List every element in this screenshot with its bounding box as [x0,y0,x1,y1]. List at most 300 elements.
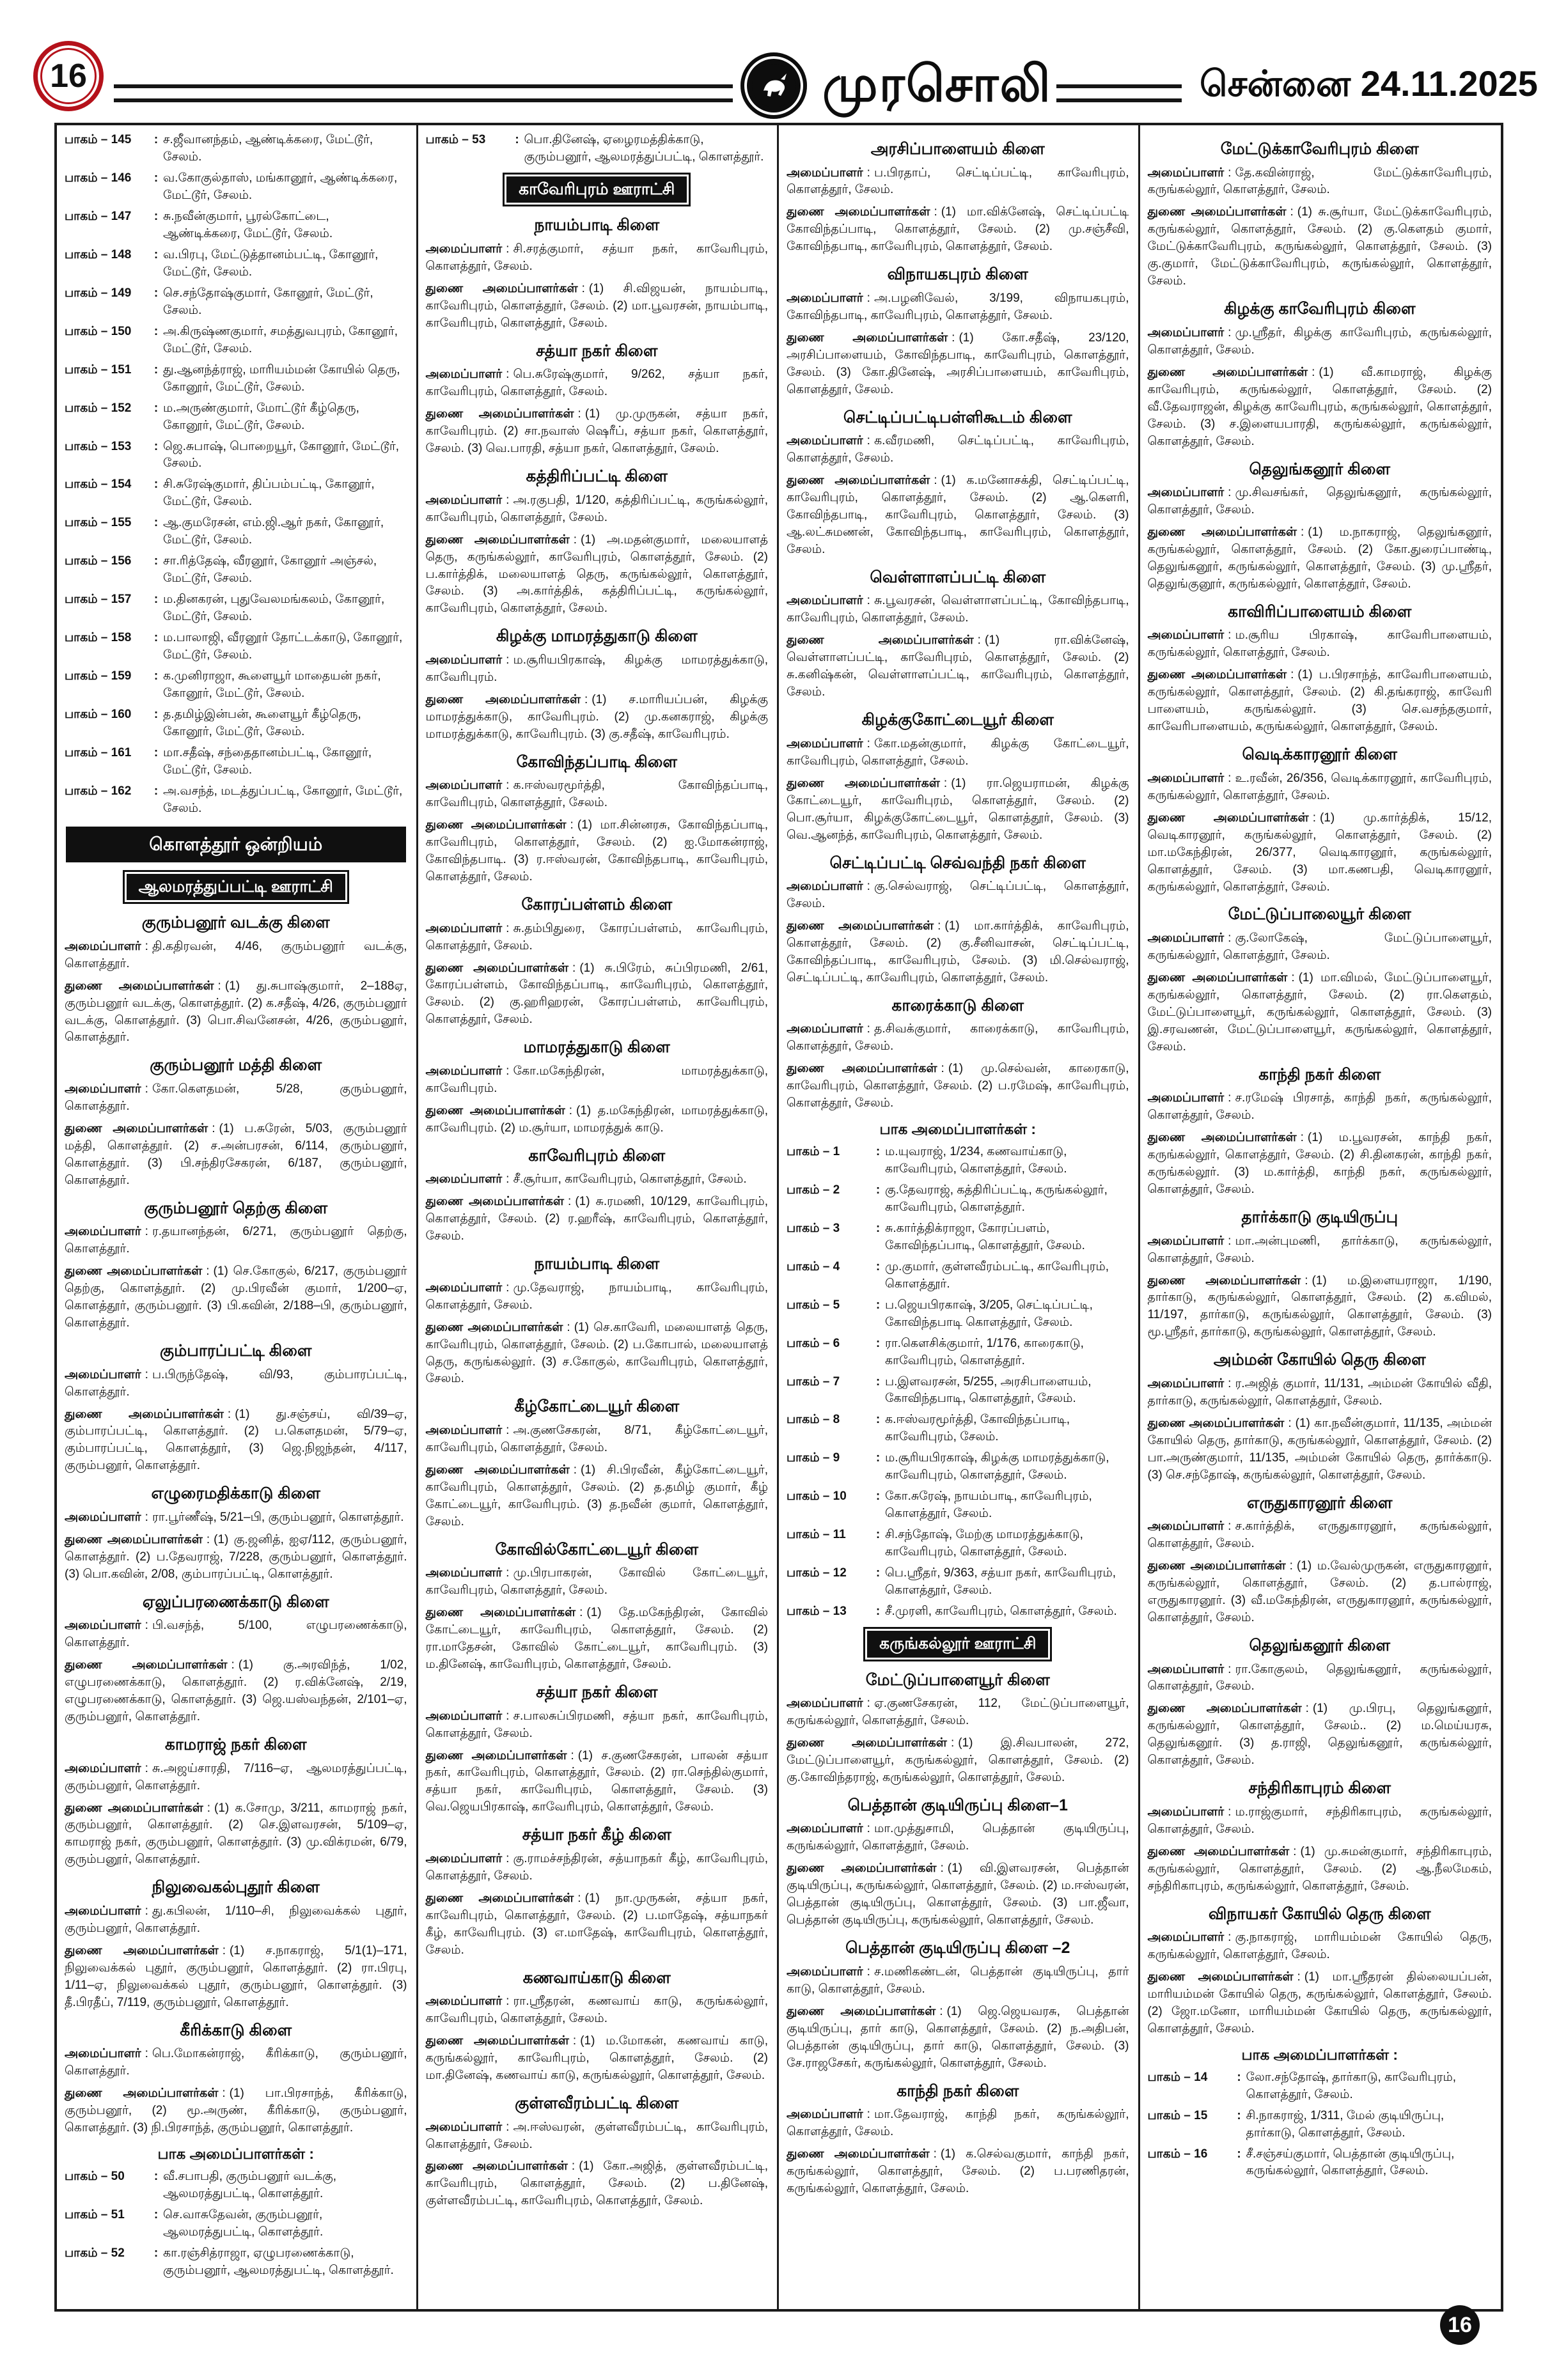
branch-header: காந்தி நகர் கிளை [1258,1065,1381,1084]
organizer-text: மா.முத்துசாமி, பெத்தான் குடியிருப்பு, கருங்கல்லூர், கொளத்தூர், சேலம். [787,1822,1129,1853]
label-colon: : [866,594,870,608]
label-colon: : [581,281,585,295]
organizer-label: அமைப்பாளர் [65,2047,141,2061]
pagam-colon: : [153,362,159,377]
organizer-text: மா.அன்புமணி, தார்க்காடு, கருங்கல்லூர், கொளத்தூர், சேலம். [1147,1234,1492,1265]
organizer-label: துணை அமைப்பாளர்கள் [65,1658,228,1672]
organizer-label: துணை அமைப்பாளர்கள் [1147,811,1309,825]
organizer-paragraph [426,652,769,687]
organizer-text: (1) து.சுபாஷ்குமார், 2–188ஏ, குரும்பனூர் வடக்கு, கொளத்தூர். (2) க.சதீஷ், 4/26, குரும்பனூர் வடக்கு, கொளத்தூர். (3) பொ.சிவனேசன், 4/26, குரும்பனூர், கொளத்தூர். [65,979,407,1045]
label-colon: : [145,1510,148,1524]
organizer-text: (1) வீ.காமராஜ், கிழக்கு காவேரிபுரம், கருங்கல்லூர், கொளத்தூர், சேலம். (2) வீ.தேவராஜன், கிழக்கு காவேரிபுரம், கருங்கல்லூர், கொளத்தூர், சேலம். (3) ச.இளையபாரதி, கருங்கல்லூர், கருங்கல்லூர், கொளத்தூர், சேலம். [1147,365,1492,448]
pagam-row [65,515,407,549]
organizer-paragraph [65,938,407,973]
label-colon: : [1228,166,1232,180]
label-colon: : [866,291,870,305]
pagam-row [65,553,407,587]
pagam-row [65,362,407,396]
pagam-colon: : [153,324,159,338]
organizer-label: அமைப்பாளர் [425,779,503,793]
organizer-text: (1) க.செல்வகுமார், காந்தி நகர், கருங்கல்லூர், கொளத்தூர், சேலம். (2) ப.பரணிதரன், கருங்கல்லூர், கொளத்தூர், சேலம். [787,2147,1129,2195]
organizer-paragraph [1148,810,1492,896]
organizer-paragraph [787,2146,1129,2198]
organizer-label: அமைப்பாளர் [1147,325,1225,339]
organizer-text: உ.ரவீன், 26/356, வெடிக்காரனூர், காவேரிபுரம், கருங்கல்லூர், கொளத்தூர், சேலம். [1147,771,1492,802]
section-subhead: பாக அமைப்பாளர்கள் : [1241,2046,1398,2063]
organizer-paragraph [787,1021,1129,1055]
organizer-paragraph [65,1943,407,2012]
organizer-text: தே.கவின்ராஜ், மேட்டுக்காவேரிபுரம், கருங்கல்லூர், கொளத்தூர், சேலம். [1147,166,1492,197]
organizer-label: துணை அமைப்பாளர்கள் [65,2087,219,2101]
pagam-text: வ.பிரபு, மேட்டுத்தானம்பட்டி, கோனூர், மேட்டூர், சேலம். [163,247,379,279]
label-colon: : [206,1532,210,1546]
panchayat-header-wrap [65,870,407,905]
pagam-colon: : [875,1259,881,1273]
organizer-label: அமைப்பாளர் [1147,166,1225,180]
organizer-text: (1) சு.பிரேம், சுப்பிரமணி, 2/61, கோரப்பள்ளம், கோவிந்தப்பாடி, காவேரிபுரம், கொளத்தூர், சேலம். (2) கு.ஹரிஹரன், கோரப்பள்ளம், காவேரிபுரம், கொளத்தூர், சேலம். [425,961,768,1027]
organizer-text: மு.தேவராஜ், நாயம்பாடி, காவேரிபுரம், கொளத்தூர், சேலம். [425,1280,768,1312]
organizer-label: துணை அமைப்பாளர்கள் [1147,1702,1302,1716]
organizer-label: அமைப்பாளர் [1147,1931,1225,1945]
organizer-paragraph [426,2158,769,2210]
label-colon: : [577,1891,581,1905]
pagam-text: சீ.சஞ்சய்குமார், பெத்தான் குடியிருப்பு, கருங்கல்லூர், கொளத்தூர், சேலம். [1246,2147,1455,2178]
label-colon: : [1305,1702,1309,1716]
panchayat-header: ஆலமரத்துப்பட்டி ஊராட்சி [123,870,349,905]
organizer-label: துணை அமைப்பாளர்கள் [787,919,934,933]
organizer-text: (1) இ.சிவபாலன், 272, மேட்டுப்பாளையூர், கருங்கல்லூர், கொளத்தூர், சேலம். (2) கு.கோவிந்தராஜ், கருங்கல்லூர், கொளத்தூர், சேலம். [787,1736,1129,1784]
pagam-row [787,1297,1129,1332]
pagam-text: ச.ஜீவானந்தம், ஆண்டிக்கரை, மேட்டூர், சேலம். [163,133,373,164]
branch-header: தெலுங்கனூர் கிளை [1249,1637,1391,1654]
pagam-text: ரா.கௌசிக்குமார், 1/176, காரைகாடு, காவேரிபுரம், கொளத்தூர். [885,1336,1084,1367]
pagam-text: செ.வாசுதேவன், குரும்பனூர், ஆலமரத்துபட்டி, கொளத்தூர். [163,2207,324,2239]
label-colon: : [206,1264,210,1279]
label-colon: : [1228,1376,1232,1390]
pagam-colon: : [153,2207,159,2221]
pagam-number: பாகம் – 153 [65,439,132,453]
pagam-text: பெ.ஸ்ரீதர், 9/363, சத்யா நகர், காவேரிபுரம், கொளத்தூர், சேலம். [885,1566,1116,1598]
organizer-label: அமைப்பாளர் [425,1851,503,1865]
organizer-paragraph [426,1565,769,1599]
label-colon: : [570,1748,574,1762]
organizer-text: ர.அஜித் குமார், 11/131, அம்மன் கோயில் வீதி, தார்காடு, கருங்கல்லூர், கொளத்தூர், சேலம். [1147,1376,1492,1408]
panchayat-header: கருங்கல்லூர் ஊராட்சி [863,1627,1052,1661]
organizer-paragraph [1148,1273,1492,1342]
label-colon: : [1228,1520,1232,1534]
pagam-text: வீ.சபாபதி, குரும்பனூர் வடக்கு, ஆலமரத்துபட்டி, கொளத்தூர். [163,2169,337,2200]
organizer-paragraph [426,1171,769,1188]
pagam-colon: : [153,209,159,223]
pagam-row [65,668,407,703]
label-colon: : [1300,1131,1304,1145]
organizer-label: அமைப்பாளர் [787,166,863,180]
organizer-paragraph [426,2119,769,2154]
pagam-colon: : [153,286,159,300]
organizer-paragraph [65,1081,407,1116]
organizer-label: அமைப்பாளர் [1147,1376,1225,1390]
organizer-paragraph [426,1194,769,1245]
organizer-label: துணை அமைப்பாளர்கள் [787,205,930,219]
organizer-label: அமைப்பாளர் [425,1064,503,1078]
organizer-paragraph [426,1103,769,1137]
label-colon: : [1312,811,1316,825]
branch-header: காமராஜ் நகர் கிளை [164,1736,307,1754]
organizer-paragraph [1148,1233,1492,1268]
label-colon: : [568,1195,572,1209]
organizer-paragraph [1148,930,1492,965]
pagam-row [787,1450,1129,1484]
organizer-paragraph [1148,1929,1492,1964]
organizer-text: (1) மு.பிரபு, தெலுங்கனூர், கருங்கல்லூர், கொளத்தூர், சேலம்.. (2) ம.மெய்யரசு, தெலுங்கனூர். (3) த.ராஜி, தெலுங்கனூர், கருங்கல்லூர், கொளத்தூர், சேலம். [1147,1702,1492,1768]
pagam-colon: : [153,478,159,492]
organizer-paragraph [787,1964,1129,1998]
branch-header: சத்யா நகர் கீழ் கிளை [522,1826,671,1844]
organizer-paragraph [1148,1844,1492,1895]
organizer-label: அமைப்பாளர் [1147,1234,1225,1248]
branch-header: வெடிக்காரனூர் கிளை [1242,745,1397,764]
organizer-text: (1) வி.இளவரசன், பெத்தான் குடியிருப்பு, கருங்கல்லூர், கொளத்தூர், சேலம். (2) ம.ஈஸ்வரன், பெத்தான் குடியிருப்பு, கொளத்தூர், சேலம். (3) பா.ஜீவா, பெத்தான் குடியிருப்பு, கருங்கல்லூர், கொளத்தூர், சேலம். [787,1862,1129,1927]
news-column-3 [779,125,1140,2309]
header-rule-left [114,84,733,102]
organizer-paragraph [426,1748,769,1817]
pagam-row [787,1488,1129,1523]
pagam-number: பாகம் – 156 [65,554,132,568]
organizer-label: அமைப்பாளர் [425,1172,503,1186]
pagam-number: பாகம் – 8 [787,1413,840,1427]
organizer-text: கோ.கௌதமன், 5/28, குரும்பனூர், கொளத்தூர். [65,1082,407,1113]
organizer-label: துணை அமைப்பாளர்கள் [425,1606,576,1620]
organizer-label: அமைப்பாளர் [1147,771,1225,785]
organizer-label: துணை அமைப்பாளர்கள் [65,979,214,993]
pagam-number: பாகம் – 161 [65,746,132,759]
organizer-text: சு.தம்பிதுரை, கோரப்பள்ளம், காவேரிபுரம், கொளத்தூர், சேலம். [425,921,768,953]
organizer-paragraph [65,1121,407,1190]
organizer-paragraph [426,1462,769,1531]
pagam-text: து.ஆனந்த்ராஜ், மாரியம்மன் கோயில் தெரு, கோனூர், மேட்டூர், சேலம். [163,362,400,394]
organizer-label: அமைப்பாளர் [787,434,863,448]
organizer-label: அமைப்பாளர் [787,2108,863,2122]
pagam-number: பாகம் – 5 [787,1298,840,1312]
news-columns [54,123,1503,2312]
organizer-label: துணை அமைப்பாளர்கள் [1147,1131,1297,1145]
organizer-text: (1) மு.சுமன்குமார், சந்திரிகாபுரம், கருங்கல்லூர், கொளத்தூர், சேலம். (2) ஆ.நீலமேகம், சந்திரிகாபுரம், கருங்கல்லூர், கொளத்தூர், சேலம். [1147,1844,1492,1893]
pagam-text: ப.இளவரசன், 5/255, அரசிபாளையம், கோவிந்தபாடி, கொளத்தூர், சேலம். [885,1374,1092,1406]
organizer-text: (1) ச.குணசேகரன், பாலன் சத்யா நகர், காவேரிபுரம், கொளத்தூர், சேலம். (2) ரா.செந்தில்குமார், சத்யா நகர், காவேரிபுரம், கொளத்தூர், சேலம். (3) வெ.ஜெயபிரகாஷ், காவேரிபுரம், கொளத்தூர், சேலம். [425,1748,768,1814]
pagam-number: பாகம் – 12 [787,1566,847,1580]
pagam-colon: : [875,1374,881,1388]
pagam-number: பாகம் – 151 [65,362,132,377]
organizer-paragraph [1148,770,1492,805]
branch-header: சத்யா நகர் கிளை [536,1683,658,1702]
organizer-paragraph [426,532,769,618]
organizer-text: ச.கார்த்திக், எருதுகாரனூர், கருங்கல்லூர், கொளத்தூர், சேலம். [1147,1520,1492,1551]
organizer-label: துணை அமைப்பாளர்கள் [1147,1416,1285,1430]
organizer-label: துணை அமைப்பாளர்கள் [1147,970,1288,984]
pagam-text: சு.நவீன்குமார், பூரல்கோட்டை, ஆண்டிக்கரை, மேட்டூர், சேலம். [163,209,333,240]
pagam-colon: : [153,2246,159,2260]
organizer-label: துணை அமைப்பாளர்கள் [1147,1559,1286,1573]
organizer-paragraph [426,921,769,955]
pagam-colon: : [153,439,159,453]
label-colon: : [1228,1234,1232,1248]
organizer-text: ஏ.குணசேகரன், 112, மேட்டுப்பாளையூர், கருங்கல்லூர், கொளத்தூர், சேலம். [787,1697,1129,1728]
organizer-label: துணை அமைப்பாளர்கள் [1147,668,1287,682]
organizer-paragraph [787,593,1129,627]
organizer-paragraph [1148,1376,1492,1410]
organizer-paragraph [426,1422,769,1457]
organizer-label: துணை அமைப்பாளர்கள் [425,407,574,421]
label-colon: : [506,1423,510,1437]
organizer-text: து.கபிலன், 1/110–சி, நிலுவைக்கல் புதூர், குரும்பனூர், கொளத்தூர். [65,1904,407,1935]
pagam-colon: : [875,1413,881,1427]
label-colon: : [1312,365,1315,379]
organizer-text: (1) அ.மதன்குமார், மலையாளத் தெரு, கருங்கல்லூர், காவேரிபுரம், கொளத்தூர், சேலம். (2) ப.கார்த்திக், மலையாளத் தெரு, கருங்கல்லூர், கொளத்தூர், சேலம். (3) அ.கார்த்திக், கத்திரிப்பட்டி, கருங்கல்லூர், காவேரிபுரம், கொளத்தூர், சேலம். [425,533,768,616]
organizer-text: பெ.மோகன்ராஜ், கீரிக்காடு, குரும்பனூர், கொளத்தூர். [65,2047,407,2078]
organizer-label: அமைப்பாளர் [1147,1805,1225,1819]
organizer-text: சு.பூவரசன், வெள்ளாளப்பட்டி, கோவிந்தபாடி, காவேரிபுரம், கொளத்தூர், சேலம். [787,594,1129,625]
pagam-row [65,783,407,818]
pagam-row [787,1335,1129,1370]
organizer-text: சி.சரத்குமார், சத்யா நகர், காவேரிபுரம், கொளத்தூர், சேலம். [425,242,768,273]
pagam-row [1148,2108,1492,2142]
organizer-label: துணை அமைப்பாளர்கள் [425,1103,565,1117]
label-colon: : [506,1851,510,1865]
organizer-label: துணை அமைப்பாளர்கள் [65,1121,208,1135]
pagam-colon: : [153,171,159,185]
footer-page-badge: 16 [1440,2305,1480,2345]
organizer-label: அமைப்பாளர் [65,1904,141,1918]
label-colon: : [572,2034,577,2048]
organizer-paragraph [1148,1700,1492,1769]
pagam-number: பாகம் – 1 [787,1144,840,1158]
pagam-row [65,285,407,320]
organizer-paragraph [787,1061,1129,1112]
label-colon: : [227,1407,231,1421]
organizer-text: (1) கோ.அஜித், குள்ளவீரம்பட்டி, காவேரிபுரம், கொளத்தூர், சேலம். (2) ப.தினேஷ், குள்ளவீரம்பட்டி, காவேரிபுரம், கொளத்தூர், சேலம். [425,2159,768,2208]
pagam-number: பாகம் – 50 [65,2169,125,2183]
organizer-text: (1) கு.அரவிந்த், 1/02, எழுபரணைக்காடு, கொளத்தூர். (2) ர.விக்னேஷ், 2/19, எழுபரணைக்காடு, கொளத்தூர். (3) ஜெ.யஸ்வந்தன், 2/101–ஏ, குரும்பனூர், கொளத்தூர். [65,1658,407,1724]
organizer-paragraph [787,165,1129,199]
label-colon: : [1228,931,1232,945]
label-colon: : [506,653,510,667]
organizer-text: சு.அஜய்சாரதி, 7/116–ஏ, ஆலமரத்துப்பட்டி, குரும்பனூர், கொளத்தூர். [65,1761,407,1793]
murasoli-bull-logo-icon [740,52,807,119]
organizer-paragraph [1148,524,1492,593]
branch-header: குரும்பனூர் மத்தி கிளை [150,1056,322,1075]
label-colon: : [506,1709,510,1723]
organizer-label: துணை அமைப்பாளர்கள் [787,331,948,345]
pagam-text: சா.ரித்தேஷ், வீரனூர், கோனூர் அஞ்சல், மேட்டூர், சேலம். [163,554,377,586]
pagam-text: ம.சூரியபிரகாஷ், கிழக்கு மாமரத்துக்காடு, காவேரிபுரம், கொளத்தூர், சேலம். [885,1451,1109,1482]
branch-header: காவிரிப்பாளையம் கிளை [1228,602,1412,621]
label-colon: : [866,1022,870,1036]
branch-header: கோவில்கோட்டையூர் கிளை [495,1540,699,1559]
organizer-paragraph [1148,1969,1492,2038]
organizer-label: துணை அமைப்பாளர்கள் [425,1891,574,1905]
label-colon: : [570,818,574,832]
organizer-paragraph [1148,364,1492,451]
organizer-paragraph [787,2106,1129,2141]
branch-header: கீழ்கோட்டையூர் கிளை [514,1397,680,1416]
organizer-label: அமைப்பாளர் [425,2120,503,2134]
label-colon: : [1228,628,1232,642]
organizer-paragraph [426,281,769,332]
organizer-text: அ.ரகுபதி, 1/120, கத்திரிப்பட்டி, கருங்கல்லூர், காவேரிபுரம், கொளத்தூர், சேலம். [425,493,768,524]
label-colon: : [943,776,948,790]
pagam-colon: : [153,593,159,607]
organizer-text: க.வீரமணி, செட்டிப்பட்டி, காவேரிபுரம், கொளத்தூர், சேலம். [787,434,1129,465]
branch-header: கிழக்குகோட்டையூர் கிளை [861,711,1054,729]
organizer-paragraph [787,1860,1129,1929]
pagam-colon: : [153,516,159,530]
organizer-label: துணை அமைப்பாளர்கள் [1147,1970,1294,1984]
label-colon: : [506,1172,510,1186]
label-colon: : [506,1566,510,1580]
label-colon: : [222,1943,226,1957]
pagam-colon: : [875,1451,881,1465]
organizer-text: (1) ச.மாரியப்பன், கிழக்கு மாமரத்துக்காடு, காவேரிபுரம். (2) மு.கனகராஜ், கிழக்கு மாமரத்துக்காடு, காவேரிபுரம். (3) கு.சதீஷ், காவேரிபுரம். [425,692,768,741]
pagam-number: பாகம் – 2 [787,1183,840,1197]
branch-header: கும்பாரப்பட்டி கிளை [160,1342,312,1360]
panchayat-header-wrap [426,173,769,207]
pagam-number: பாகம் – 13 [787,1605,847,1619]
branch-header: குரும்பனூர் தெற்கு கிளை [144,1199,328,1217]
label-colon: : [506,1064,510,1078]
label-colon: : [1291,970,1295,984]
label-colon: : [866,1697,870,1711]
branch-header: சத்யா நகர் கிளை [536,341,658,360]
organizer-label: அமைப்பாளர் [787,1022,863,1036]
label-colon: : [950,1736,955,1750]
label-colon: : [1228,771,1232,785]
organizer-label: துணை அமைப்பாளர்கள் [425,281,578,295]
organizer-label: அமைப்பாளர் [425,242,503,256]
organizer-paragraph [1148,1661,1492,1696]
pagam-text: அ.வசந்த், மடத்துப்பட்டி, கோனூர், மேட்டூர், சேலம். [163,784,403,815]
pagam-row [65,706,407,741]
branch-header: அரசிப்பாளையம் கிளை [870,140,1045,158]
pagam-colon: : [153,133,159,146]
organizer-label: துணை அமைப்பாளர்கள் [65,1264,203,1279]
organizer-paragraph [65,1509,407,1527]
label-colon: : [1228,325,1232,339]
pagam-row [65,476,407,511]
organizer-paragraph [1148,970,1492,1056]
paper-title: முரசொலி [822,56,1052,112]
pagam-number: பாகம் – 7 [787,1374,840,1388]
organizer-paragraph [65,1263,407,1332]
organizer-paragraph [787,1695,1129,1730]
branch-header: தார்க்காடு குடியிருப்பு [1241,1208,1398,1227]
pagam-number: பாகம் – 155 [65,516,132,530]
label-colon: : [573,533,577,547]
organizer-text: தி.கதிரவன், 4/46, குரும்பனூர் வடக்கு, கொளத்தூர். [65,939,407,970]
organizer-text: (1) சு.சூர்யா, மேட்டுக்காவேரிபுரம், கருங்கல்லூர், கொளத்தூர், சேலம். (2) கு.கௌதம் குமார், மேட்டுக்காவேரிபுரம், கருங்கல்லூர், கொளத்தூர், சேலம். (3) கு.குமார், மேட்டுக்காவேரிபுரம், கருங்கல்லூர், கொளத்தூர், சேலம். [1147,205,1492,288]
pagam-colon: : [875,1605,881,1619]
organizer-label: அமைப்பாளர் [1147,1662,1225,1676]
news-column-2 [418,125,779,2309]
label-colon: : [571,2159,576,2174]
organizer-paragraph [426,1605,769,1674]
organizer-paragraph [1148,1130,1492,1199]
organizer-text: (1) கா.நவீன்குமார், 11/135, அம்மன் கோயில் தெரு, தார்காடு, கருங்கல்லூர், கொளத்தூர், சேலம். (2) பா.அருண்குமார், 11/135, அம்மன் கோயில் தெரு, தார்க்காடு. (3) செ.சந்தோஷ், கருங்கல்லூர், கொளத்தூர், சேலம். [1147,1416,1492,1482]
organizer-paragraph [1148,1415,1492,1484]
organizer-text: (1) செ.காவேரி, மலையாளத் தெரு, காவேரிபுரம், கொளத்தூர், சேலம். (2) ப.கோபால், மலையாளத் தெரு, கருங்கல்லூர். (3) ச.கோகுல், காவேரிபுரம், கொளத்தூர், சேலம். [425,1320,769,1386]
label-colon: : [584,692,588,706]
pagam-row [65,591,407,626]
label-colon: : [866,434,870,448]
organizer-text: (1) கு.ஜனித், ஐஏ/112, குரும்பனூர், கொளத்தூர். (2) ப.தேவராஜ், 7/228, குரும்பனூர், கொளத்தூர். (3) பொ.கவின், 2/08, கும்பாரப்பட்டி, கொளத்தூர். [65,1532,407,1581]
label-colon: : [506,1995,510,2009]
organizer-label: துணை அமைப்பாளர்கள் [425,1320,563,1334]
organizer-label: துணை அமைப்பாளர்கள் [65,1943,219,1957]
organizer-label: அமைப்பாளர் [65,1619,141,1633]
label-colon: : [231,1658,235,1672]
label-colon: : [866,2108,870,2122]
organizer-text: (1) த.மகேந்திரன், மாமரத்துக்காடு, காவேரிபுரம். (2) ம.சூர்யா, மாமரத்துக் காடு. [425,1103,768,1135]
section-subhead: பாக அமைப்பாளர்கள் : [157,2145,315,2163]
organizer-text: கோ.மதன்குமார், கிழக்கு கோட்டையூர், காவேரிபுரம், கொளத்தூர், சேலம். [787,736,1129,768]
pagam-text: க.முனிராஜா, கூளையூர் மாதையன் நகர், கோனூர், மேட்டூர், சேலம். [163,669,381,701]
organizer-label: துணை அமைப்பாளர்கள் [787,474,930,488]
organizer-paragraph [426,241,769,276]
pagam-number: பாகம் – 14 [1147,2070,1208,2084]
pagam-number: பாகம் – 152 [65,401,132,415]
organizer-paragraph [65,2046,407,2080]
organizer-text: ரா.கோகுலம், தெலுங்கனூர், கருங்கல்லூர், கொளத்தூர், சேலம். [1147,1662,1492,1693]
branch-header: கிழக்கு காவேரிபுரம் கிளை [1223,300,1416,318]
label-colon: : [1288,1416,1292,1430]
label-colon: : [933,2147,937,2161]
pagam-colon: : [875,1298,881,1312]
organizer-paragraph [65,1761,407,1795]
pagam-text: ம.தினகரன், புதுவேலமங்கலம், கோனூர், மேட்டூர், சேலம். [163,593,385,624]
organizer-text: ச.மணிகண்டன், பெத்தான் குடியிருப்பு, தார் காடு, கொளத்தூர், சேலம். [787,1964,1129,1996]
label-colon: : [866,736,870,751]
organizer-text: (1) மு.கார்த்திக், 15/12, வெடிகாரனூர், கருங்கல்லூர், கொளத்தூர், சேலம். (2) மா.மகேந்திரன், 26/377, வெடிகாரனூர், கருங்கல்லூர், கொளத்தூர், சேலம். (3) மா.கணபதி, வெடிகாரனூர், கருங்கல்லூர், கொளத்தூர், சேலம். [1147,811,1492,894]
organizer-paragraph [787,1821,1129,1855]
organizer-paragraph [426,1708,769,1743]
organizer-label: அமைப்பாளர் [787,1964,863,1979]
organizer-label: அமைப்பாளர் [425,368,503,382]
label-colon: : [1228,1662,1232,1676]
organizer-paragraph [426,406,769,458]
label-colon: : [952,331,955,345]
branch-header: பெத்தான் குடியிருப்பு கிளை –2 [845,1939,1070,1957]
label-colon: : [572,961,576,975]
pagam-text: பொ.தினேஷ், ஏழைரமத்திக்காடு, குரும்பனூர், ஆலமரத்துப்பட்டி, கொளத்தூர். [524,133,764,164]
organizer-text: மு.ஸ்ரீதர், கிழக்கு காவேரிபுரம், கருங்கல்லூர், கொளத்தூர், சேலம். [1147,325,1492,357]
branch-header: தெலுங்கனூர் கிளை [1249,460,1391,478]
pagam-number: பாகம் – 3 [787,1221,840,1235]
page-number-badge: 16 [33,41,104,111]
pagam-text: ப.ஜெயபிரகாஷ், 3/205, செட்டிப்பட்டி, கோவிந்தபாடி கொளத்தூர், சேலம். [885,1298,1093,1329]
organizer-paragraph [1148,1518,1492,1553]
organizer-paragraph [1148,204,1492,290]
pagam-text: ம.பாலாஜி, வீரனூர் தோட்டக்காடு, கோனூர், மேட்டூர், சேலம். [163,631,403,662]
label-colon: : [1228,486,1232,500]
label-colon: : [1228,1805,1232,1819]
pagam-row [787,1220,1129,1255]
organizer-paragraph [65,1367,407,1401]
organizer-label: அமைப்பாளர் [425,1709,503,1723]
pagam-row [65,439,407,473]
organizer-label: அமைப்பாளர் [787,291,863,305]
label-colon: : [506,779,510,793]
organizer-label: அமைப்பாளர் [1147,486,1225,500]
organizer-text: (1) து.சஞ்சய், வி/39–ஏ, கும்பாரப்பட்டி, கொளத்தூர். (2) ப.கௌதமன், 5/79–ஏ, கும்பாரப்பட்டி, கொளத்தூர், (3) ஜெ.நிஜந்தன், 4/117, குரும்பனூர், கொளத்தூர். [65,1407,407,1473]
